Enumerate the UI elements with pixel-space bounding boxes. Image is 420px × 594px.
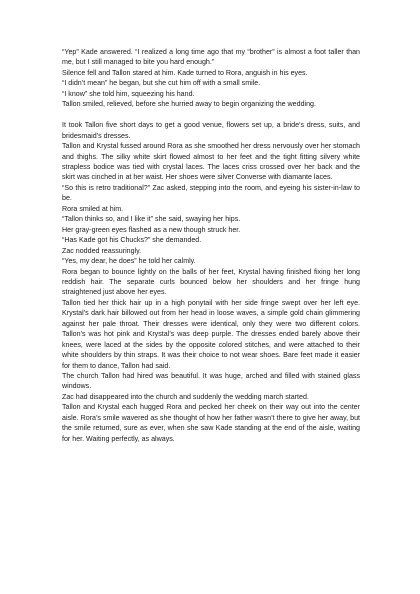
paragraph: “Yep” Kade answered. “I realized a long time ago that my “brother” is almost a foot taller than me, but I still managed to bite you hard enough.” [62, 48, 360, 67]
paragraph: Rora smiled at him. [62, 204, 124, 213]
paragraph: Zac had disappeared into the church and suddenly the wedding march started. [62, 392, 309, 401]
paragraph: Tallon and Krystal fussed around Rora as she smoothed her dress nervously over her stomach and thighs. The silky white skirt flowed almost to her feet and the tight fitting silvery white strapless bodice was tied with crystal laces. The laces criss crossed over her back and the skirt was cinched in at her waist. Her shoes were silver Converse with diamante laces. [62, 142, 360, 182]
paragraph: Her gray-green eyes flashed as a new though struck her. [62, 225, 241, 234]
paragraph: Silence fell and Tallon stared at him. Kade turned to Rora, anguish in his eyes. [62, 68, 308, 77]
paragraph: The church Tallon had hired was beautiful. It was huge, arched and filled with stained glass windows. [62, 372, 360, 391]
paragraph: Tallon smiled, relieved, before she hurried away to begin organizing the wedding. [62, 100, 316, 109]
paragraph: “I know” she told him, squeezing his hand. [62, 89, 195, 98]
paragraph: “Has Kade got his Chucks?” she demanded. [62, 236, 202, 245]
paragraph: It took Tallon five short days to get a good venue, flowers set up, a bride’s dress, suits, and bridesmaid’s dresses. [62, 121, 360, 140]
document-page [62, 47, 360, 444]
paragraph: “Yes, my dear, he does” he told her calmly. [62, 257, 196, 266]
paragraph: Rora began to bounce lightly on the balls of her feet, Krystal having finished fixing her long reddish hair. The separate curls bounced below her shoulders and her fringe hung straightened just above her eyes. [62, 267, 360, 297]
paragraph: Tallon tied her thick hair up in a high ponytail with her side fringe swept over her left eye. Krystal’s dark hair billowed out from her head in loose waves, a simple gold chain glimmering against her pale throat. Their dresses were identical, only they were two different colors. Tallon’s was hot pink and Krystal’s was deep purple. The dresses ended barely above their knees, were laced at the sides by the opposite colored stitches, and were attached to their white shoulders by thin straps. It was their choice to not wear shoes. Bare feet made it easier for them to dance, Tallon had said. [62, 298, 360, 370]
paragraph: Tallon and Krystal each hugged Rora and pecked her cheek on their way out into the center aisle. Rora’s smile wavered as she thought of how her father wasn’t there to give her away, but the smile returned, sure as ever, when she saw Kade standing at the end of the aisle, waiting for her. Waiting perfectly, as always. [62, 403, 360, 443]
paragraph: “Tallon thinks so, and I like it” she said, swaying her hips. [62, 215, 241, 224]
paragraph: “So this is retro traditional?” Zac asked, stepping into the room, and eyeing his sister-in-law to be. [62, 183, 360, 203]
paragraph: Zac nodded reassuringly. [62, 246, 142, 255]
section-break [62, 110, 360, 120]
paragraph: “I didn’t mean” he began, but she cut him off with a small smile. [62, 79, 261, 88]
